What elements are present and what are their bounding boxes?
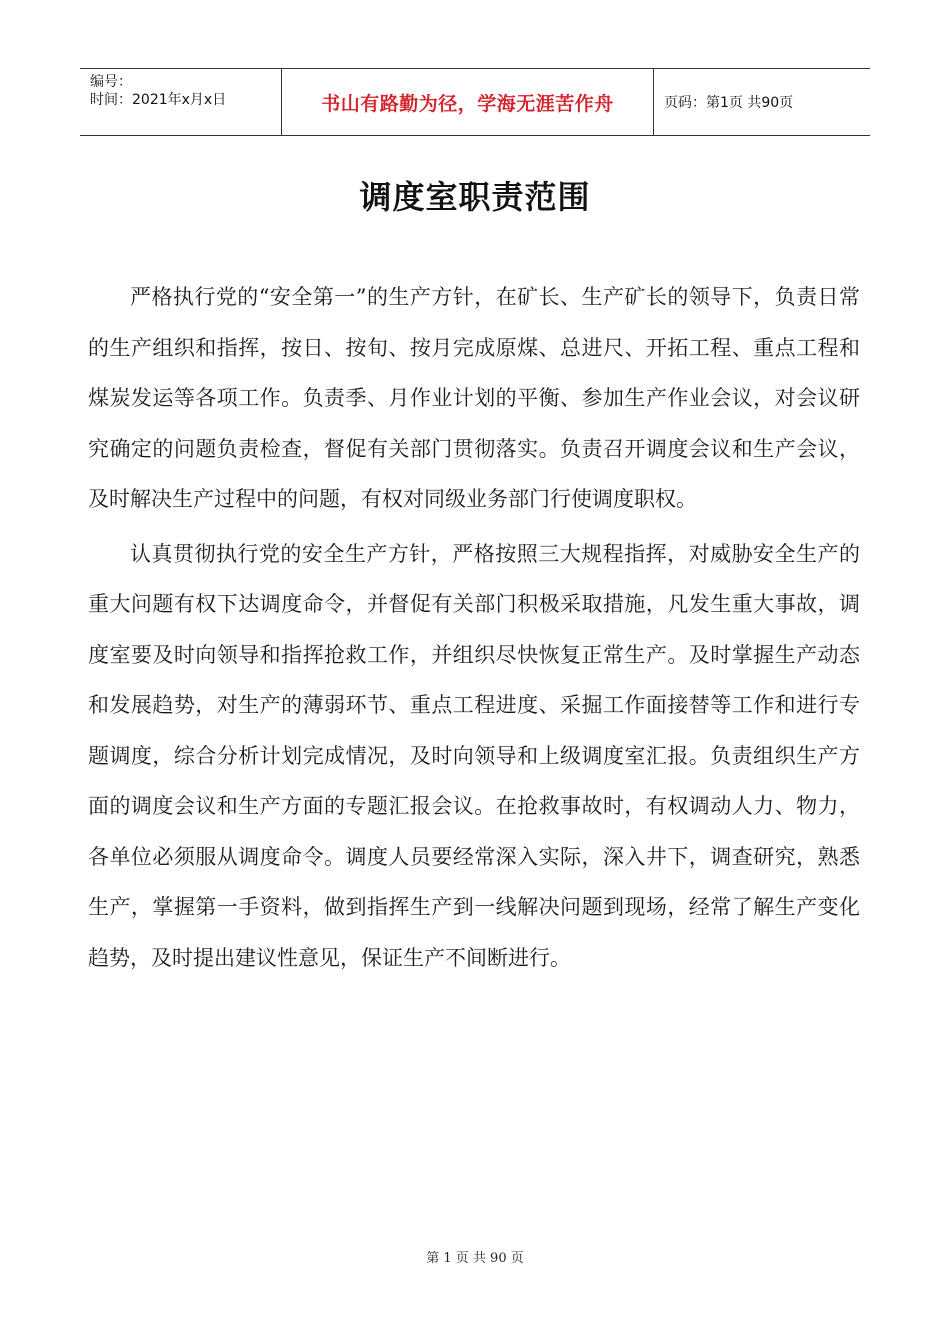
header-motto-cell (281, 69, 654, 135)
document-time-label: 时间：2021年x月x日 (90, 92, 227, 108)
footer-page-number: 第 1 页 共 90 页 (426, 1251, 524, 1266)
body-paragraph: 严格执行党的“安全第一”的生产方针，在矿长、生产矿长的领导下，负责日常的生产组织和指挥，按日、按旬、按月完成原煤、总进尺、开拓工程、重点工程和煤炭发运等各项工作。负责季、月作业计划的平衡、参加生产作业会议，对会议研究确定的问题负责检查，督促有关部门贯彻落实。负责召开调度会议和生产会议，及时解决生产过程中的问题，有权对同级业务部门行使调度职权。 (88, 285, 860, 511)
header-meta-cell (80, 69, 281, 135)
document-number-label: 编号： (90, 74, 132, 90)
header-table (80, 68, 870, 136)
header-page-number: 页码：第1页 共90页 (664, 95, 794, 111)
body-paragraph: 认真贯彻执行党的安全生产方针，严格按照三大规程指挥，对威胁安全生产的重大问题有权下达调度命令，并督促有关部门积极采取措施，凡发生重大事故，调度室要及时向领导和指挥抢救工作，并组织尽快恢复正常生产。及时掌握生产动态和发展趋势，对生产的薄弱环节、重点工程进度、采掘工作面接替等工作和进行专题调度，综合分析计划完成情况，及时向领导和上级调度室汇报。负责组织生产方面的调度会议和生产方面的专题汇报会议。在抢救事故时，有权调动人力、物力，各单位必须服从调度命令。调度人员要经常深入实际，深入井下，调查研究，熟悉生产，掌握第一手资料，做到指挥生产到一线解决问题到现场，经常了解生产变化趋势，及时提出建议性意见，保证生产不间断进行。 (88, 541, 860, 970)
document-body (88, 272, 860, 987)
header-motto: 书山有路勤为径，学海无涯苦作舟 (321, 92, 614, 115)
header-page-cell (654, 69, 870, 135)
document-title: 调度室职责范围 (359, 178, 591, 216)
